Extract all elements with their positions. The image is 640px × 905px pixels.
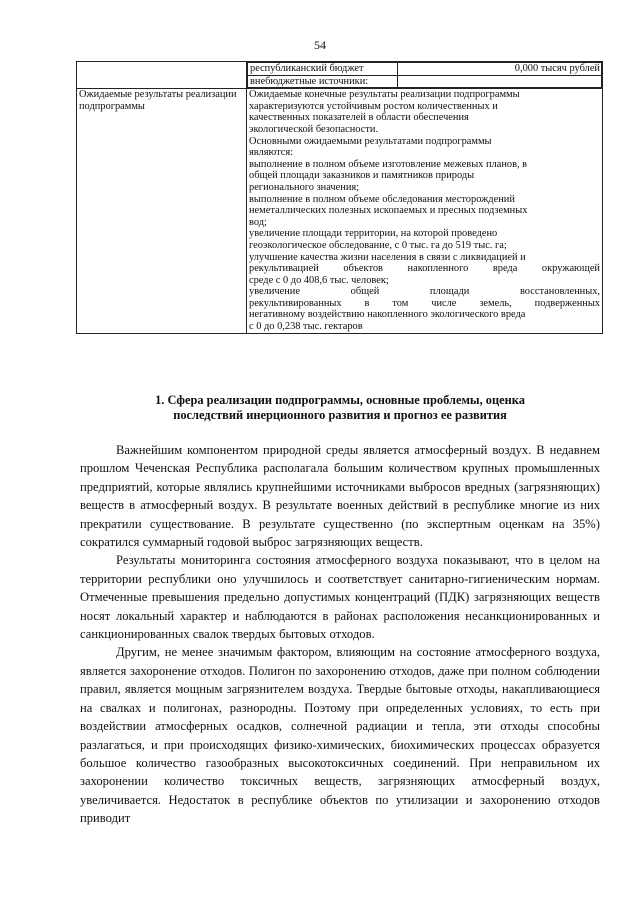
results-line: с 0 до 0,238 тыс. гектаров (249, 321, 363, 333)
section-heading (80, 393, 600, 423)
section-heading-line: последствий инерционного развития и прогноз ее развития (173, 408, 507, 422)
results-line: качественных показателей в области обеспечения (249, 112, 469, 124)
budget-source-offbudget: внебюджетные источники: (248, 75, 398, 88)
empty-amount-cell (398, 75, 602, 88)
results-line: увеличение площади территории, на которой проведено (249, 228, 498, 240)
funding-sources (247, 62, 602, 88)
results-line: Основными ожидаемыми результатами подпрограммы (249, 135, 492, 147)
page-number: 54 (314, 38, 326, 52)
results-row (77, 89, 603, 333)
empty-cell (77, 62, 247, 89)
budget-amount-republic: 0,000 тысяч рублей (398, 63, 602, 76)
body-text (80, 441, 600, 828)
results-line: выполнение в полном объеме обследования месторождений (249, 193, 515, 205)
results-line: вод; (249, 216, 267, 228)
results-line: негативному воздействию накопленного экологического вреда (249, 309, 526, 321)
results-text (247, 89, 603, 333)
budget-source-republic: республиканский бюджет (248, 63, 398, 76)
results-line: рекультивацией объектов накопленного вреда окружающей (249, 263, 600, 275)
results-line: рекультивированных в том числе земель, подверженных (249, 297, 600, 309)
paragraph: Важнейшим компонентом природной среды является атмосферный воздух. В недавнем прошлом Чеченская Республика располагала большим количеством крупных промышленных предприятий, которые являлись крупнейшими источниками выбросов вредных (загрязняющих) веществ в атмосферный воздух. В результате военных действий в республике многие из них прекратили существование. В результате существенно (по экспертным оценкам на 35%) сократился суммарный годовой выброс загрязняющих веществ. (80, 443, 600, 550)
results-line: регионального значения; (249, 181, 360, 193)
results-line: экологической безопасности. (249, 123, 379, 135)
results-line: среде с 0 до 408,6 тыс. человек; (249, 274, 389, 286)
results-label: Ожидаемые результаты реализации подпрограммы (77, 89, 247, 333)
results-line: общей площади заказников и памятников природы (249, 170, 475, 182)
results-line: являются: (249, 147, 294, 159)
results-line: улучшение качества жизни населения в связи с ликвидацией и (249, 251, 526, 263)
section-heading-line: 1. Сфера реализации подпрограммы, основные проблемы, оценка (155, 393, 525, 407)
results-line: характеризуются устойчивым ростом количественных и (249, 100, 498, 112)
results-line: Ожидаемые конечные результаты реализации подпрограммы (249, 89, 520, 101)
paragraph: Результаты мониторинга состояния атмосферного воздуха показывают, что в целом на территории республики оно улучшилось и соответствует санитарно-гигиеническим нормам. Отмеченные превышения предельно допустимых концентраций (ПДК) загрязняющих веществ носят локальный характер и наблюдаются в районах расположения несанкционированных и санкционированных свалок твердых бытовых отходов. (80, 553, 600, 642)
results-line: неметаллических полезных ископаемых и пресных подземных (249, 205, 528, 217)
subprogram-passport-table (76, 61, 603, 334)
budget-row (77, 62, 603, 89)
results-line: геоэкологическое обследование, с 0 тыс. га до 519 тыс. га; (249, 239, 507, 251)
paragraph: Другим, не менее значимым фактором, влияющим на состояние атмосферного воздуха, является захоронение отходов. Полигон по захоронению отходов, даже при полном соблюдении правил, является мощным загрязнителем воздуха. Твердые бытовые отходы, накапливающиеся на свалках и полигонах, разнородны. Поэтому при определенных условиях, то есть при воздействии атмосферных осадков, солнечной радиации и тепла, эти отходы способны разлагаться, и при происходящих физико-химических, биохимических процессах образуется большое количество газообразных высокотоксичных соединений. При неправильном их захоронении количество токсичных веществ, загрязняющих атмосферный воздух, увеличивается. Недостаток в республике объектов по утилизации и захоронению отходов приводит (80, 645, 600, 826)
results-line: выполнение в полном объеме изготовление межевых планов, в (249, 158, 528, 170)
results-line: увеличение общей площади восстановленных, (249, 286, 600, 298)
